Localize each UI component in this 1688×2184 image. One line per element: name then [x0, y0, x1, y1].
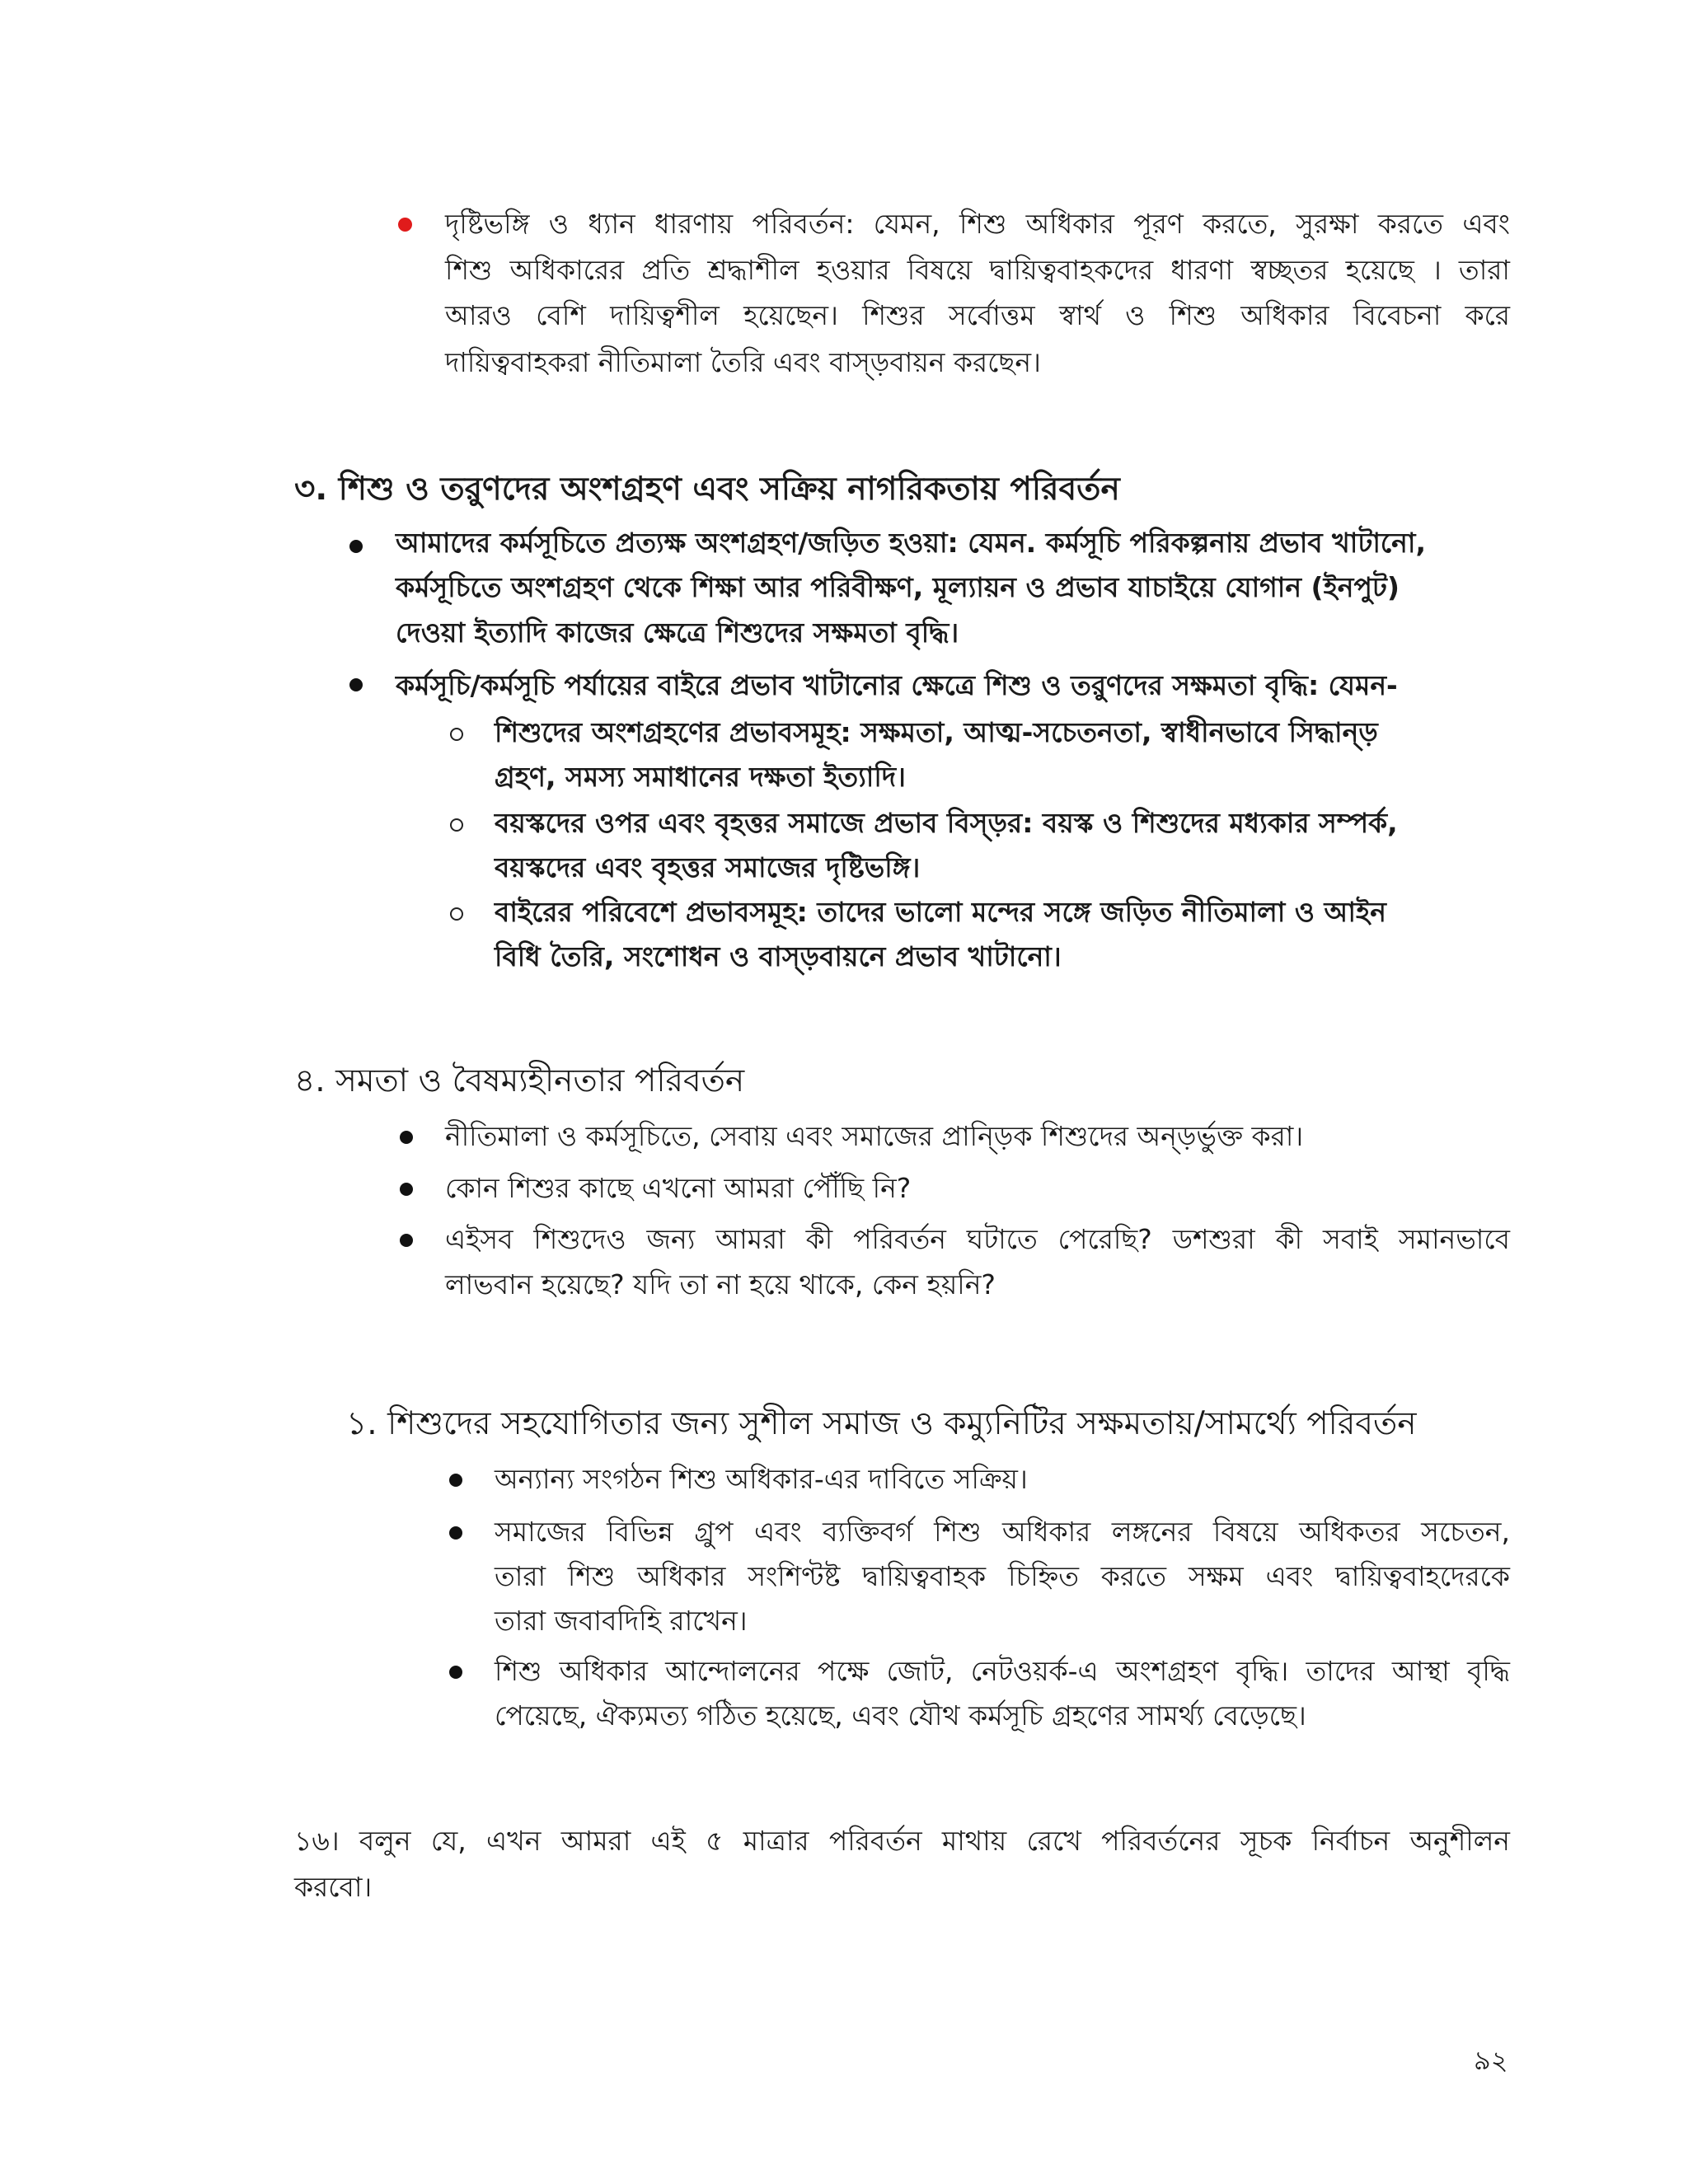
bullet-line: তারা শিশু অধিকার সংশিণ্টষ্ট দ্বায়িত্ববাহক চিহ্নিত করতে সক্ষম এবং দ্বায়িত্ববাহদেরকে — [495, 1560, 1510, 1592]
sub-bullet-line: বয়স্কদের এবং বৃহত্তর সমাজের দৃষ্টিভঙ্গি। — [495, 851, 921, 883]
closing-line: করবো। — [294, 1871, 373, 1903]
bullet-line: পেয়েছে, ঐক্যমত্য গঠিত হয়েছে, এবং যৌথ কর্মসূচি গ্রহণের সামর্থ্য বেড়েছে। — [495, 1699, 1306, 1732]
bullet-line: নীতিমালা ও কর্মসূচিতে, সেবায় এবং সমাজের প্রান্ড়িক শিশুদের অন্ড়র্ভুক্ত করা। — [445, 1120, 1304, 1152]
paragraph-line: আরও বেশি দায়িত্বশীল হয়েছেন। শিশুর সর্বোত্তম স্বার্থ ও শিশু অধিকার বিবেচনা করে — [445, 299, 1510, 331]
sub-bullet-line: বাইরের পরিবেশে প্রভাবসমূহ: তাদের ভালো মন্দের সঙ্গে জড়িত নীতিমালা ও আইন — [495, 896, 1386, 928]
bullet-icon — [400, 1131, 413, 1144]
bullet-icon — [349, 540, 363, 553]
section-3-heading: ৩. শিশু ও তর‍ুণদের অংশগ্রহণ এবং সক্রিয় নাগরিকতায় পরিবর্তন — [294, 471, 1120, 508]
bullet-icon — [400, 1183, 413, 1196]
section-4-heading: ৪. সমতা ও বৈষম্যহীনতার পরিবর্তন — [294, 1062, 745, 1099]
sub-bullet-icon — [450, 728, 463, 741]
bullet-line: অন্যান্য সংগঠন শিশু অধিকার-এর দাবিতে সক্রিয়। — [495, 1463, 1028, 1495]
page-number: ৯২ — [1474, 2045, 1508, 2076]
bullet-line: লাভবান হয়েছে? যদি তা না হয়ে থাকে, কেন হয়নি? — [445, 1268, 996, 1301]
sub-bullet-line: বয়স্কদের ওপর এবং বৃহত্তর সমাজে প্রভাব বিস্ড়র: বয়স্ক ও শিশুদের মধ্যকার সম্পর্ক, — [495, 807, 1398, 839]
bullet-icon — [449, 1474, 462, 1487]
bullet-line: আমাদের কর্মসূচিতে প্রত্যক্ষ অংশগ্রহণ/জড়িত হওয়া: যেমন. কর্মসূচি পরিকল্পনায় প্রভাব খাটানো, — [396, 527, 1426, 559]
bullet-line: তারা জবাবদিহি রাখেন। — [495, 1605, 748, 1637]
bullet-icon — [449, 1666, 462, 1679]
bullet-icon — [400, 1234, 413, 1247]
sub-bullet-line: শিশুদের অংশগ্রহণের প্রভাবসমূহ: সক্ষমতা, আত্ম-সচেতনতা, স্বাধীনভাবে সিদ্ধান্ড় — [495, 716, 1378, 748]
section-5-heading: ১. শিশুদের সহযোগিতার জন্য সুশীল সমাজ ও কম্যুনিটির সক্ষমতায়/সামর্থ্যে পরিবর্তন — [346, 1405, 1417, 1442]
sub-bullet-line: বিধি তৈরি, সংশোধন ও বাস্ড়বায়নে প্রভাব খাটানো। — [495, 940, 1062, 972]
closing-line: ১৬। বলুন যে, এখন আমরা এই ৫ মাত্রার পরিবর্তন মাথায় রেখে পরিবর্তনের সূচক নির্বাচন অনুশীলন — [294, 1825, 1510, 1857]
paragraph-line: শিশু অধিকারের প্রতি শ্রদ্ধাশীল হওয়ার বিষয়ে দ্বায়িত্ববাহকদের ধারণা স্বচ্ছতর হয়েছে । তারা — [445, 254, 1510, 286]
bullet-line: কর্মসূচিতে অংশগ্রহণ থেকে শিক্ষা আর পরিবীক্ষণ, মূল্যায়ন ও প্রভাব যাচাইয়ে যোগান (ইনপুট) — [396, 571, 1400, 603]
sub-bullet-icon — [450, 907, 463, 921]
sub-bullet-line: গ্রহণ, সমস্য সমাধানের দক্ষতা ইত্যাদি। — [495, 761, 906, 793]
paragraph-line: দৃষ্টিভঙ্গি ও ধ্যান ধারণায় পরিবর্তন: যেমন, শিশু অধিকার পূরণ করতে, সুরক্ষা করতে এবং — [445, 208, 1510, 240]
bullet-icon — [349, 678, 363, 691]
bullet-line: এইসব শিশুদেও জন্য আমরা কী পরিবর্তন ঘটাতে পেরেছি? ডশশুরা কী সবাই সমানভাবে — [445, 1223, 1510, 1255]
red-bullet-icon — [398, 218, 412, 232]
bullet-line: শিশু অধিকার আন্দোলনের পক্ষে জোট, নেটওয়র্ক-এ অংশগ্রহণ বৃদ্ধি। তাদের আস্থা বৃদ্ধি — [495, 1655, 1510, 1687]
bullet-line: সমাজের বিভিন্ন গ্র‍ুপ এবং ব্যক্তিবর্গ শিশু অধিকার লঙ্গনের বিষয়ে অধিকতর সচেতন, — [495, 1516, 1510, 1548]
bullet-line: দেওয়া ইত্যাদি কাজের ক্ষেত্রে শিশুদের সক্ষমতা বৃদ্ধি। — [396, 616, 959, 649]
sub-bullet-icon — [450, 818, 463, 832]
bullet-line: কর্মসূচি/কর্মসূচি পর্যায়ের বাইরে প্রভাব খাটানোর ক্ষেত্রে শিশু ও তর‍ুণদের সক্ষমতা বৃদ্ধি: যেমন- — [396, 669, 1398, 701]
bullet-icon — [449, 1526, 462, 1540]
bullet-line: কোন শিশুর কাছে এখনো আমরা পৌঁছি নি? — [445, 1172, 912, 1204]
paragraph-line: দায়িত্ববাহকরা নীতিমালা তৈরি এবং বাস্ড়বায়ন করছেন। — [445, 346, 1041, 378]
